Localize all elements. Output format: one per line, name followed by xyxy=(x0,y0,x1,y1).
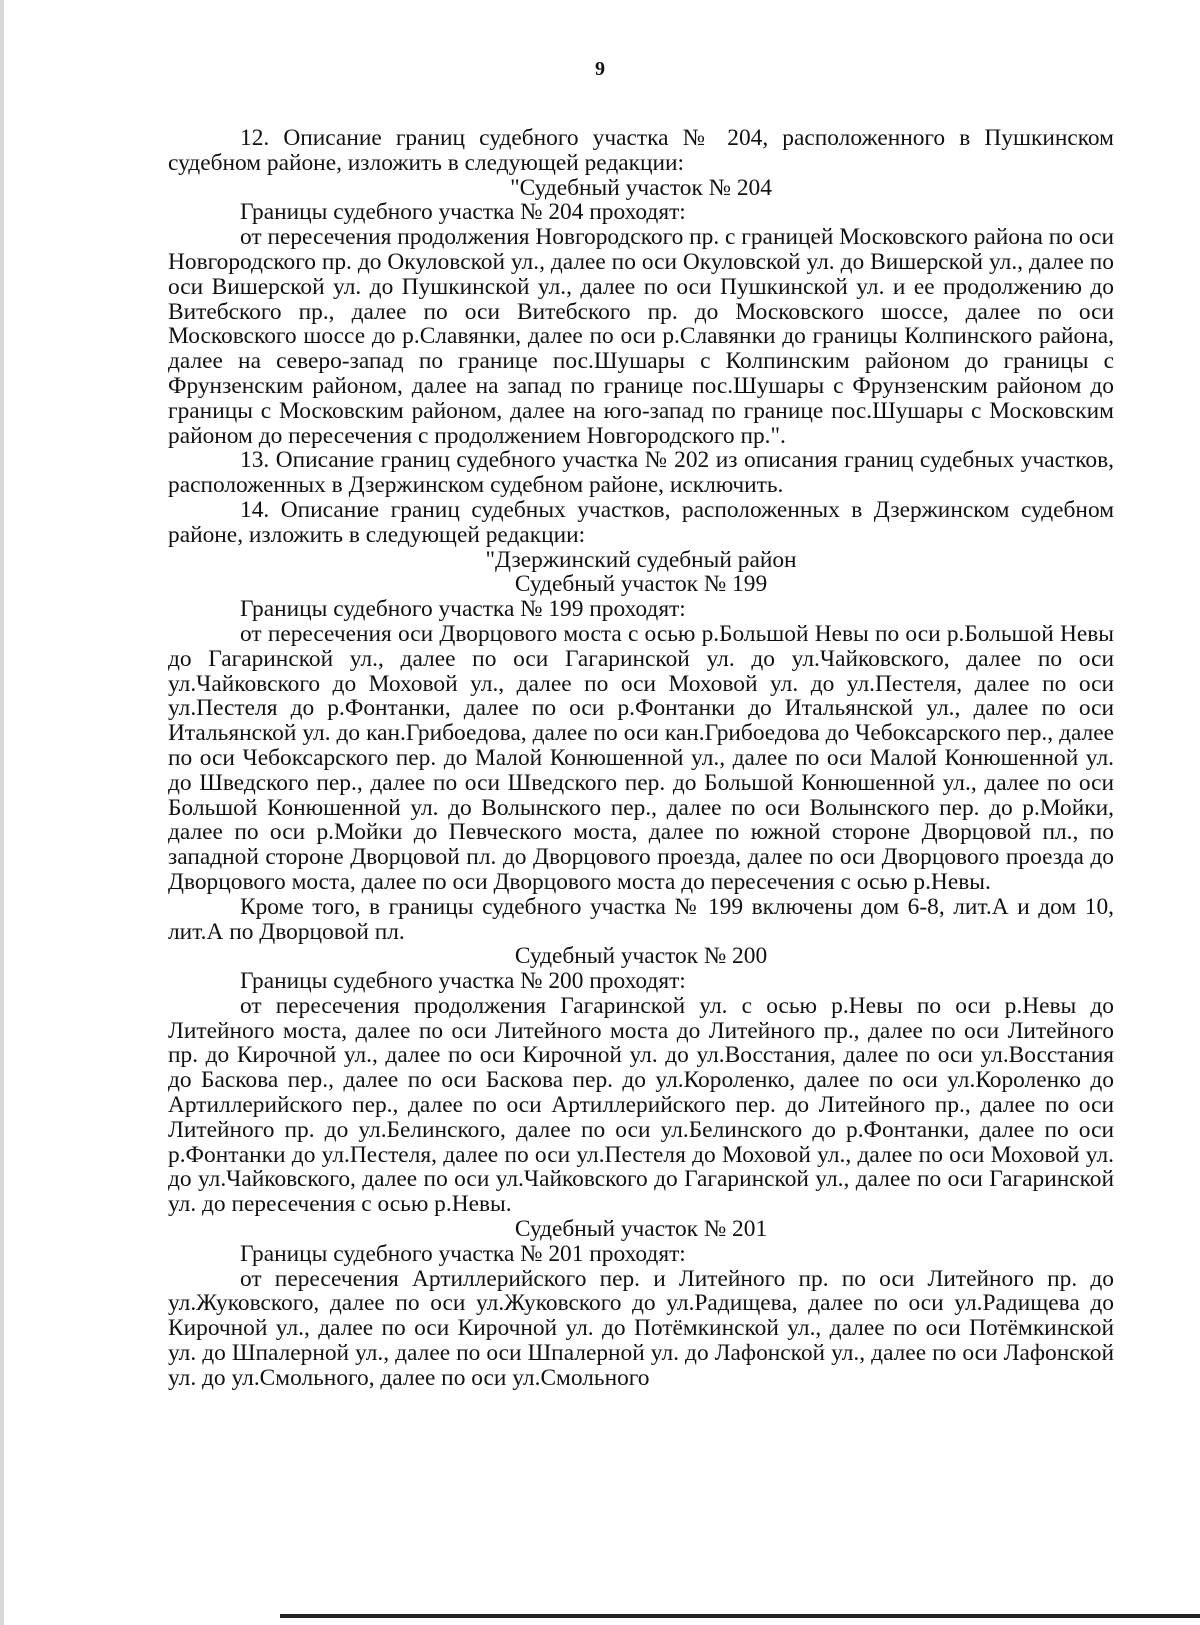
scan-bottom-edge xyxy=(280,1614,1200,1618)
paragraph-item-13: 13. Описание границ судебного участка № 202 из описания границ судебных участков, расположенных в Дзержинском судебном районе, исключить. xyxy=(168,447,1114,499)
boundaries-intro-204: Границы судебного участка № 204 проходят: xyxy=(240,199,686,226)
boundaries-text-201: от пересечения Артиллерийского пер. и Литейного пр. по оси Литейного пр. до ул.Жуковского, далее по оси ул.Жуковского до ул.Радищева, далее по оси ул.Радищева до Кирочной ул., далее по оси Кирочной ул. до Потёмкинской ул., далее по оси Потёмкинской ул. до Шпалерной ул., далее по оси Шпалерной ул. до Лафонской ул., далее по оси Лафонской ул. до ул.Смольного, далее по оси ул.Смольного xyxy=(168,1265,1114,1391)
paragraph-item-14: 14. Описание границ судебных участков, расположенных в Дзержинском судебном районе, изложить в следующей редакции: xyxy=(168,496,1114,548)
boundaries-text-200: от пересечения продолжения Гагаринской ул. с осью р.Невы по оси р.Невы до Литейного моста, далее по оси Литейного моста до Литейного пр., далее по оси Литейного пр. до Кирочной ул., далее по оси Кирочной ул. до ул.Восстания, далее по оси ул.Восстания до Баскова пер., далее по оси Баскова пер. до ул.Короленко, далее по оси ул.Короленко до Артиллерийского пер., далее по оси Артиллерийского пер. до Литейного пр., далее по оси Литейного пр. до ул.Белинского, далее по оси ул.Белинского до р.Фонтанки, далее по оси р.Фонтанки до ул.Пестеля, далее по оси ул.Пестеля до Моховой ул., далее по оси Моховой ул. до ул.Чайковского, далее по оси ул.Чайковского до Гагаринской ул., далее по оси Гагаринской ул. до пересечения с осью р.Невы. xyxy=(168,992,1114,1218)
boundaries-text-199: от пересечения оси Дворцового моста с осью р.Большой Невы по оси р.Большой Невы до Гагаринской ул., далее по оси Гагаринской ул. до ул.Чайковского, далее по оси ул.Чайковского до Моховой ул., далее по оси Моховой ул. до ул.Пестеля, далее по оси ул.Пестеля до р.Фонтанки, далее по оси р.Фонтанки до Итальянской ул., далее по оси Итальянской ул. до кан.Грибоедова, далее по оси кан.Грибоедова до Чебоксарского пер., далее по оси Чебоксарского пер. до Малой Конюшенной ул., далее по оси Малой Конюшенной ул. до Шведского пер., далее по оси Шведского пер. до Большой Конюшенной ул., далее по оси Большой Конюшенной ул. до Волынского пер., далее по оси Волынского пер. до р.Мойки, далее по оси р.Мойки до Певческого моста, далее по южной стороне Дворцовой пл., по западной стороне Дворцовой пл. до Дворцового проезда, далее по оси Дворцового проезда до Дворцового моста, далее по оси Дворцового моста до пересечения с осью р.Невы. xyxy=(168,620,1114,895)
inclusions-text-199: Кроме того, в границы судебного участка № 199 включены дом 6-8, лит.А и дом 10, лит.А по Дворцовой пл. xyxy=(168,893,1114,945)
boundaries-intro-199: Границы судебного участка № 199 проходят: xyxy=(240,596,686,623)
scan-left-edge xyxy=(0,0,4,1625)
section-heading-plot-199: Судебный участок № 199 xyxy=(514,571,768,598)
section-heading-plot-201: Судебный участок № 201 xyxy=(514,1216,768,1243)
paragraph-item-12: 12. Описание границ судебного участка № 204, расположенного в Пушкинском судебном районе, изложить в следующей редакции: xyxy=(168,125,1114,176)
boundaries-intro-200: Границы судебного участка № 200 проходят: xyxy=(240,968,686,995)
section-heading-plot-204: "Судебный участок № 204 xyxy=(510,174,772,201)
boundaries-text-204: от пересечения продолжения Новгородского пр. с границей Московского района по оси Новгородского пр. до Окуловской ул., далее по оси Окуловской ул. до Вишерской ул., далее по оси Вишерской ул. до Пушкинской ул., далее по оси Пушкинской ул. и ее продолжению до Витебского пр., далее по оси Витебского пр. до Московского шоссе, далее по оси Московского шоссе до р.Славянки, далее по оси р.Славянки до границы Колпинского района, далее на северо-запад по границе пос.Шушары с Колпинским районом до границы с Фрунзенским районом, далее на запад по границе пос.Шушары с Фрунзенским районом до границы с Московским районом, далее на юго-запад по границе пос.Шушары с Московским районом до пересечения с продолжением Новгородского пр.". xyxy=(168,224,1114,449)
boundaries-intro-201: Границы судебного участка № 201 проходят: xyxy=(240,1240,686,1267)
page-number: 9 xyxy=(595,58,605,80)
district-heading: "Дзержинский судебный район xyxy=(485,546,797,573)
section-heading-plot-200: Судебный участок № 200 xyxy=(514,943,768,970)
document-body xyxy=(168,126,1114,1391)
